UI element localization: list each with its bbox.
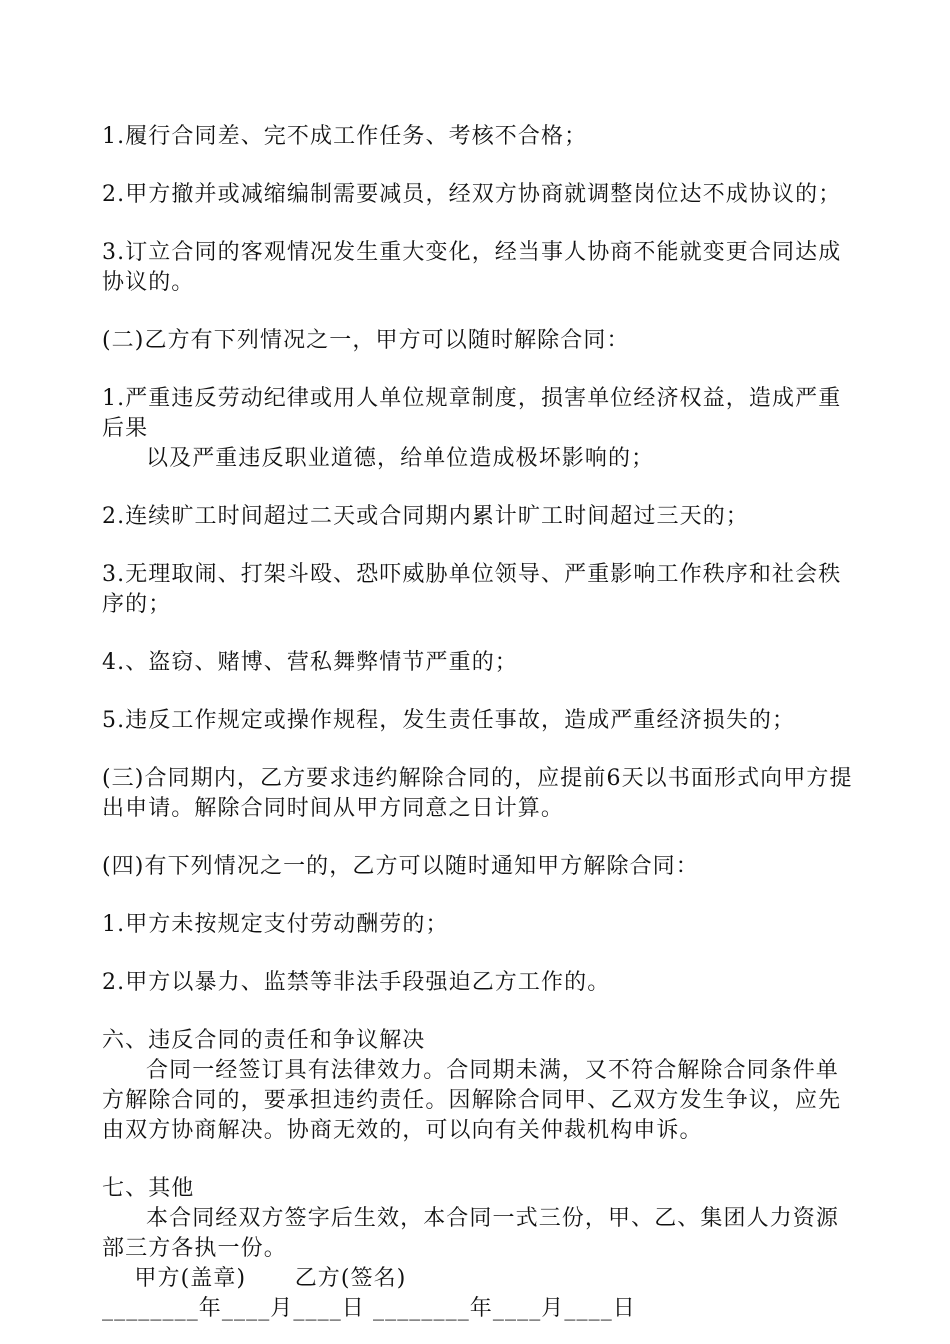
section-4-heading: (四)有下列情况之一的，乙方可以随时通知甲方解除合同： bbox=[102, 854, 699, 879]
section-6-title: 六、违反合同的责任和争议解决 bbox=[102, 1028, 426, 1053]
section-6 bbox=[102, 1026, 854, 1146]
clause-serious-violation-line1: 1.严重违反劳动纪律或用人单位规章制度，损害单位经济权益，造成严重后果 bbox=[102, 386, 842, 441]
clause-2: 2.甲方撤并或减缩编制需要减员，经双方协商就调整岗位达不成协议的； bbox=[102, 182, 842, 207]
clause-unpaid: 1.甲方未按规定支付劳动酬劳的； bbox=[102, 912, 449, 937]
clause-absence: 2.连续旷工时间超过二天或合同期内累计旷工时间超过三天的； bbox=[102, 504, 749, 529]
clause-1: 1.履行合同差、完不成工作任务、考核不合格； bbox=[102, 124, 588, 149]
signature-dates: ________年____月____日 ________年____月____日 bbox=[102, 1296, 636, 1321]
document-body bbox=[102, 122, 854, 1324]
clause-disorder: 3.无理取闹、打架斗殴、恐吓威胁单位领导、严重影响工作秩序和社会秩序的； bbox=[102, 562, 842, 617]
section-6-body: 合同一经签订具有法律效力。合同期未满，又不符合解除合同条件单方解除合同的，要承担违约责任。因解除合同甲、乙双方发生争议，应先由双方协商解决。协商无效的，可以向有关仲裁机构申诉。 bbox=[102, 1058, 842, 1143]
section-3-paragraph: (三)合同期内，乙方要求违约解除合同的，应提前6天以书面形式向甲方提出申请。解除合同时间从甲方同意之日计算。 bbox=[102, 766, 853, 821]
clause-3: 3.订立合同的客观情况发生重大变化，经当事人协商不能就变更合同达成协议的。 bbox=[102, 240, 842, 295]
section-7-body: 本合同经双方签字后生效，本合同一式三份，甲、乙、集团人力资源部三方各执一份。 bbox=[102, 1206, 840, 1261]
clause-forced-labor: 2.甲方以暴力、监禁等非法手段强迫乙方工作的。 bbox=[102, 970, 611, 995]
section-7-title: 七、其他 bbox=[102, 1176, 195, 1201]
clause-serious-violation bbox=[102, 384, 854, 474]
signature-parties: 甲方(盖章) 乙方(签名) bbox=[102, 1266, 407, 1291]
clause-theft: 4.、盗窃、赌博、营私舞弊情节严重的； bbox=[102, 650, 518, 675]
section-2-heading: (二)乙方有下列情况之一，甲方可以随时解除合同： bbox=[102, 328, 630, 353]
clause-serious-violation-line2: 以及严重违反职业道德，给单位造成极坏影响的； bbox=[146, 446, 655, 471]
clause-accident: 5.违反工作规定或操作规程，发生责任事故，造成严重经济损失的； bbox=[102, 708, 796, 733]
section-7 bbox=[102, 1174, 854, 1324]
